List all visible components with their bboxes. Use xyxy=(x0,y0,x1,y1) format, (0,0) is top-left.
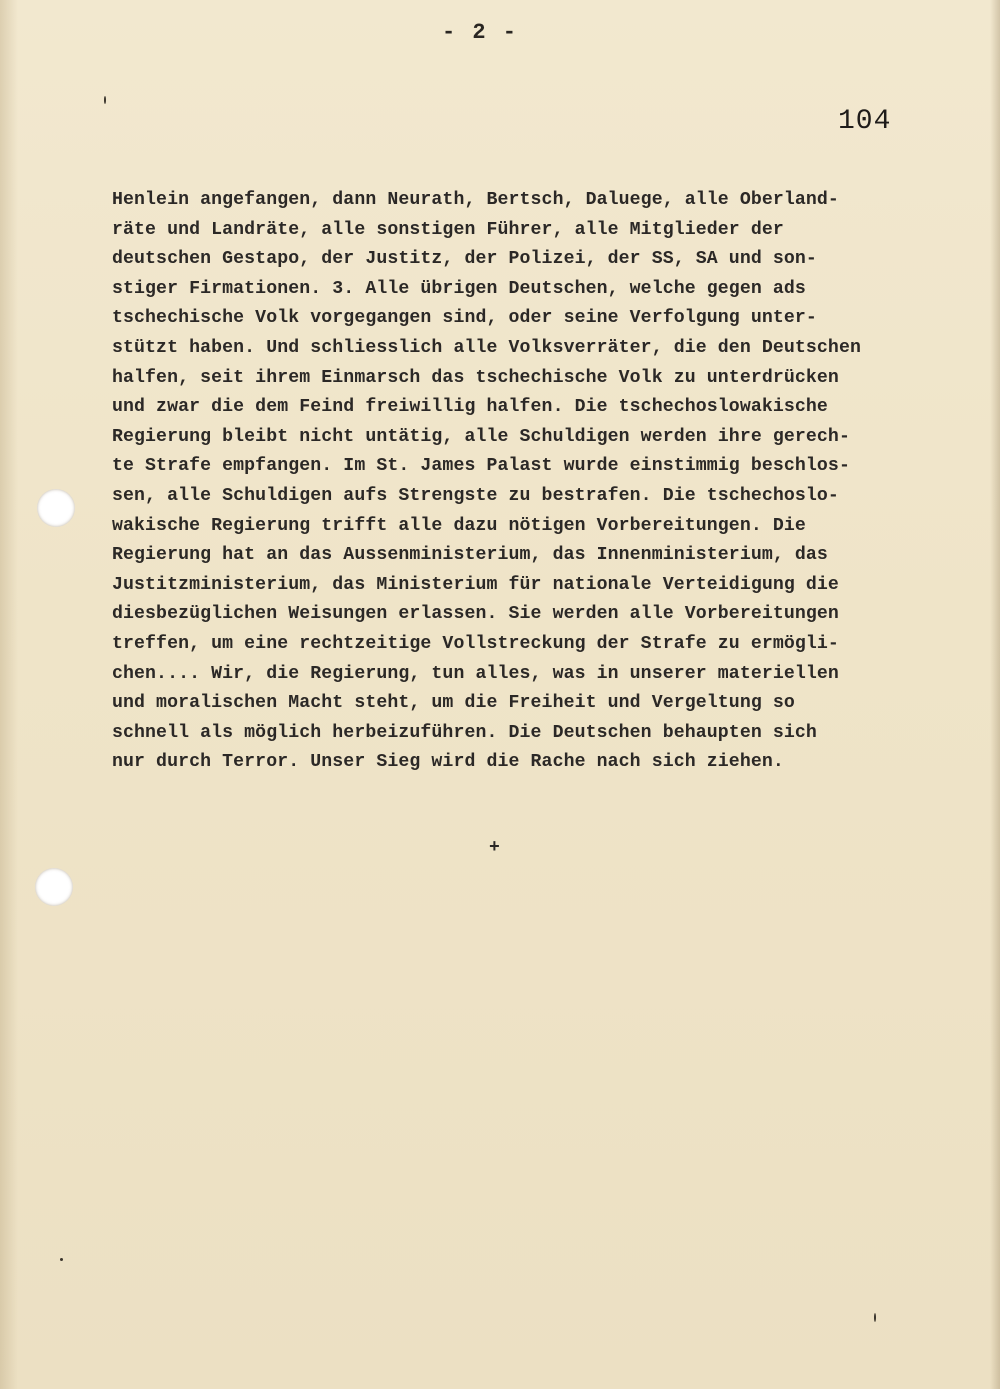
text-line: sen, alle Schuldigen aufs Strengste zu bestrafen. Die tschechoslo- xyxy=(112,485,839,506)
punch-hole-upper xyxy=(37,489,75,527)
ink-speck xyxy=(60,1258,63,1261)
text-line: stützt haben. Und schliesslich alle Volksverräter, die den Deutschen xyxy=(112,337,861,358)
text-line: räte und Landräte, alle sonstigen Führer, alle Mitglieder der xyxy=(112,219,784,240)
text-line: deutschen Gestapo, der Justitz, der Polizei, der SS, SA und son- xyxy=(112,249,817,270)
end-mark: + xyxy=(489,838,500,858)
ink-speck xyxy=(104,96,106,104)
text-line: Regierung hat an das Aussenministerium, das Innenministerium, das xyxy=(112,545,828,566)
text-line: wakische Regierung trifft alle dazu nötigen Vorbereitungen. Die xyxy=(112,515,806,536)
typewritten-body xyxy=(112,186,962,778)
paper-edge-left xyxy=(0,0,18,1389)
folio-number: 104 xyxy=(838,106,892,137)
text-line: treffen, um eine rechtzeitige Vollstreckung der Strafe zu ermögli- xyxy=(112,633,839,654)
text-line: diesbezüglichen Weisungen erlassen. Sie werden alle Vorbereitungen xyxy=(112,604,839,625)
text-line: nur durch Terror. Unser Sieg wird die Rache nach sich ziehen. xyxy=(112,752,784,773)
text-line: stiger Firmationen. 3. Alle übrigen Deutschen, welche gegen ads xyxy=(112,278,806,299)
page-number: - 2 - xyxy=(441,20,518,45)
text-line: und moralischen Macht steht, um die Freiheit und Vergeltung so xyxy=(112,693,795,714)
text-line: te Strafe empfangen. Im St. James Palast wurde einstimmig beschlos- xyxy=(112,456,850,477)
ink-speck xyxy=(874,1313,876,1322)
text-line: chen.... Wir, die Regierung, tun alles, was in unserer materiellen xyxy=(112,663,839,684)
text-line: Henlein angefangen, dann Neurath, Bertsch, Daluege, alle Oberland- xyxy=(112,190,839,210)
paper-edge-right xyxy=(990,0,1000,1389)
text-line: schnell als möglich herbeizuführen. Die Deutschen behaupten sich xyxy=(112,722,817,743)
text-line: halfen, seit ihrem Einmarsch das tschechische Volk zu unterdrücken xyxy=(112,367,839,388)
text-line: Justitzministerium, das Ministerium für nationale Verteidigung die xyxy=(112,574,839,595)
text-line: tschechische Volk vorgegangen sind, oder seine Verfolgung unter- xyxy=(112,308,817,329)
punch-hole-lower xyxy=(35,868,73,906)
text-line: Regierung bleibt nicht untätig, alle Schuldigen werden ihre gerech- xyxy=(112,426,850,447)
text-line: und zwar die dem Feind freiwillig halfen. Die tschechoslowakische xyxy=(112,397,828,418)
